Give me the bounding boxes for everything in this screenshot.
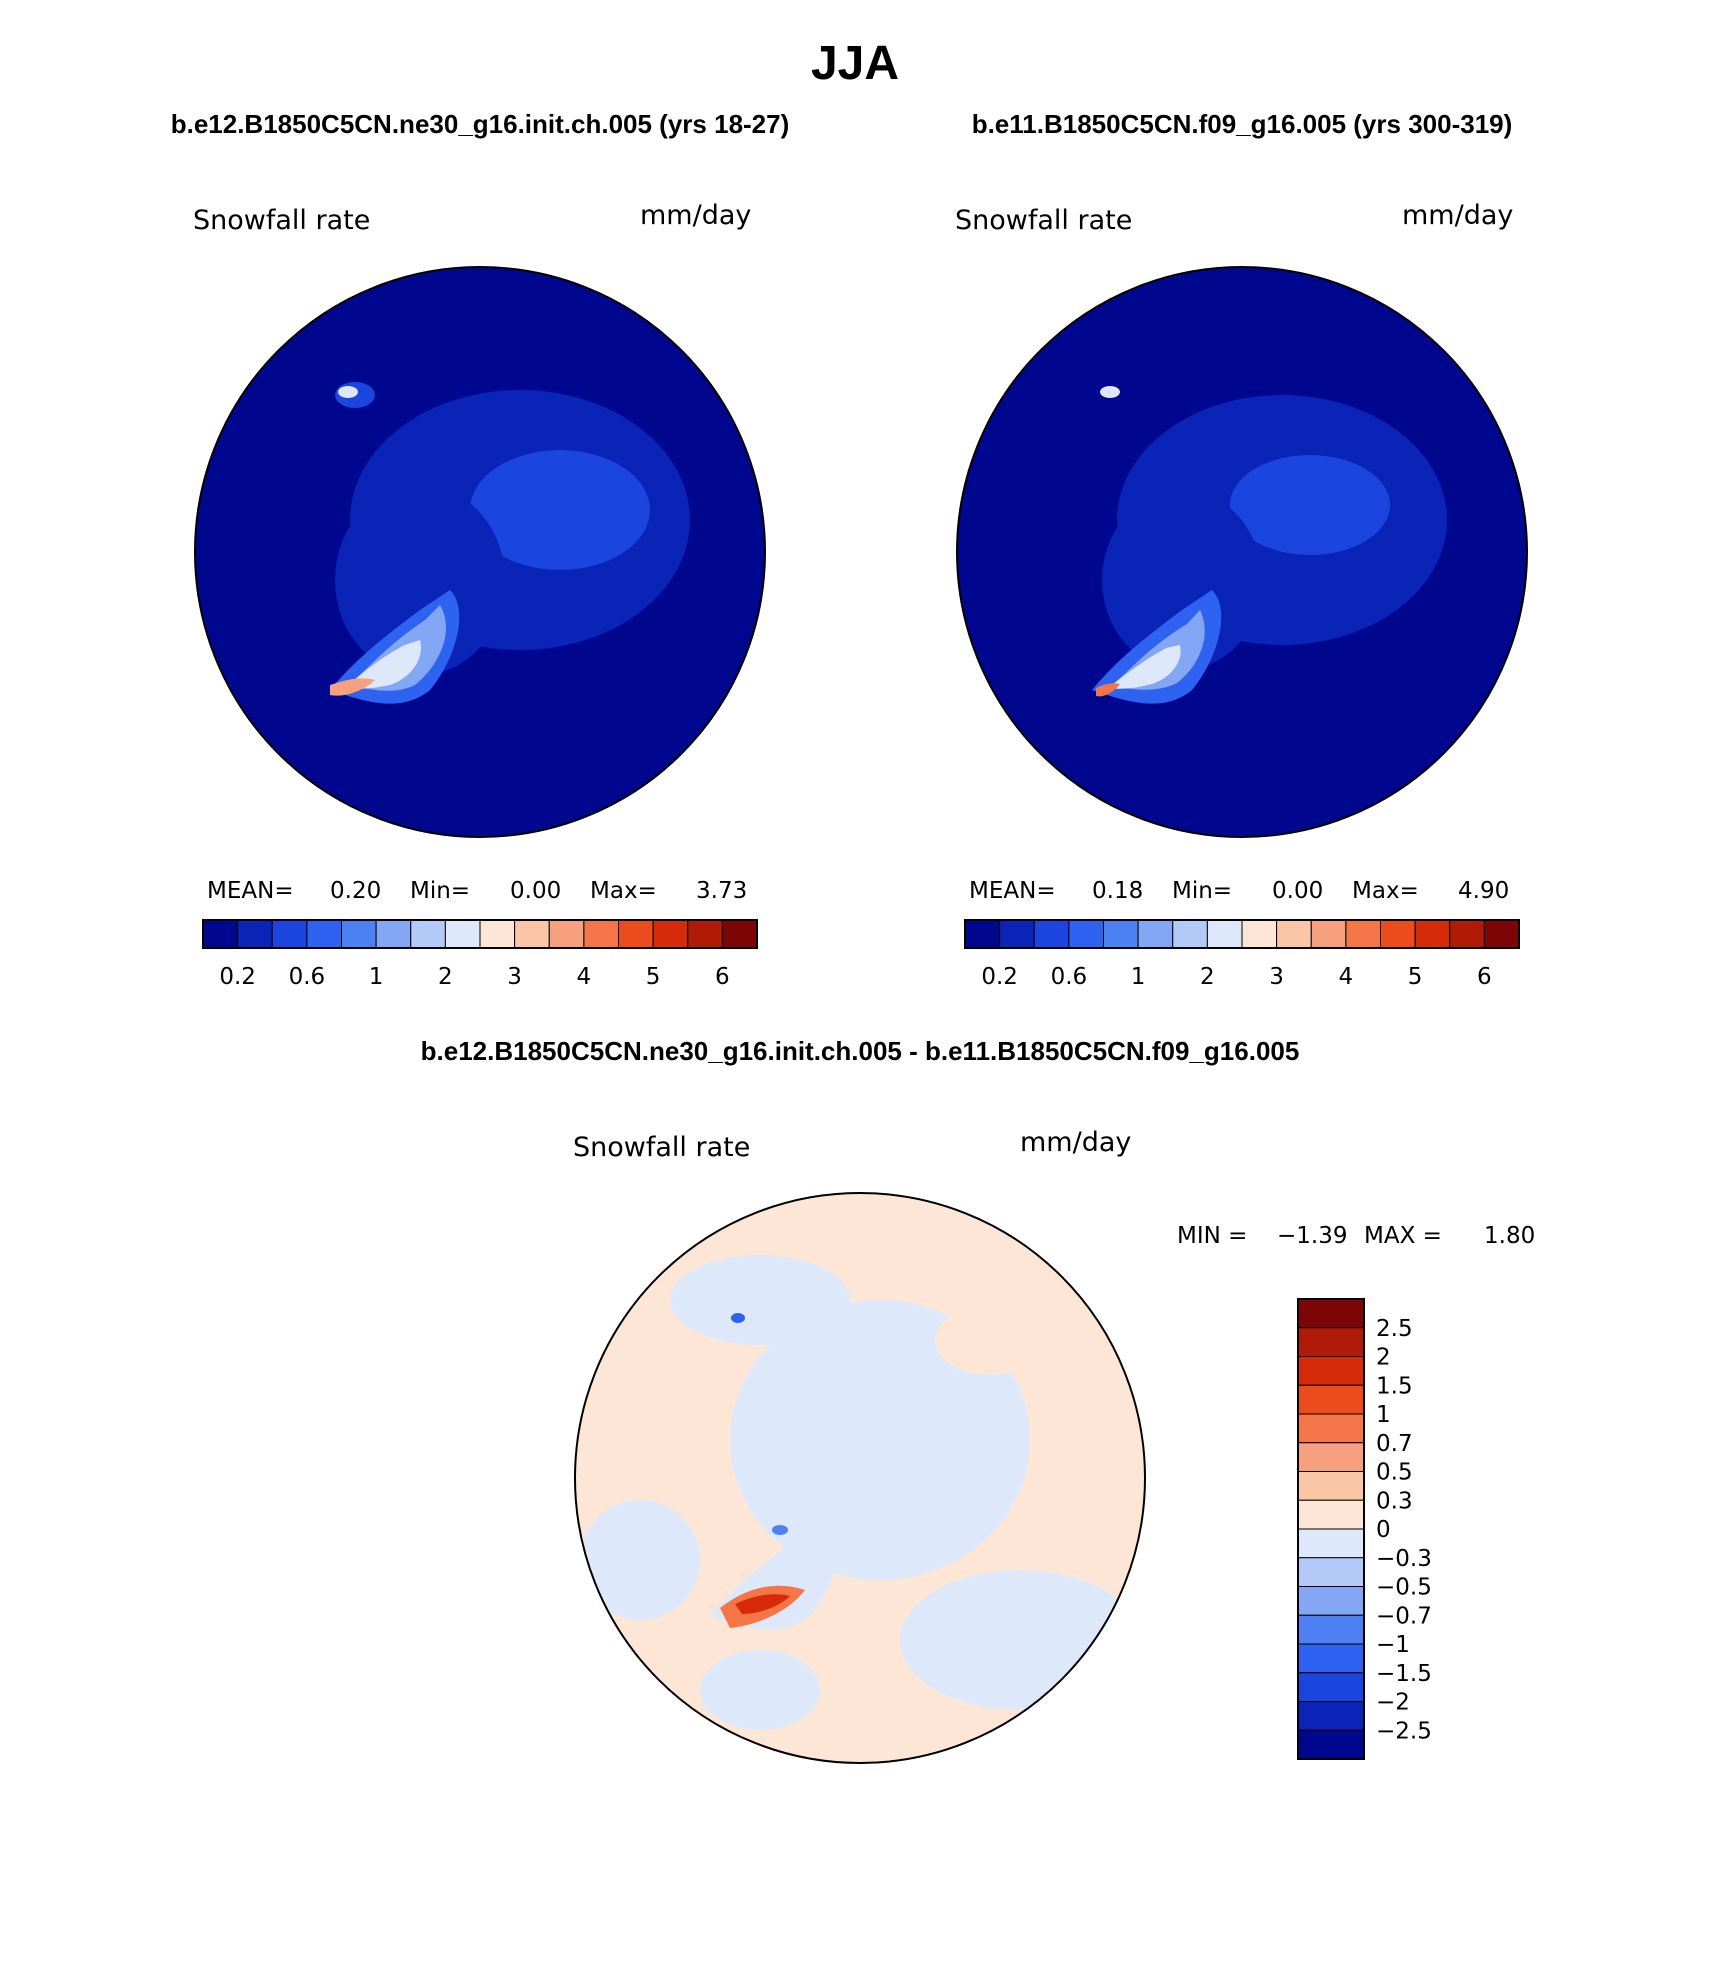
colorbar-swatch: [1415, 920, 1450, 948]
colorbar-tick-label: −2: [1376, 1689, 1410, 1716]
colorbar-tick-label: 5: [645, 964, 661, 990]
colorbar-swatch: [1298, 1500, 1364, 1529]
colorbar-swatch: [653, 920, 688, 948]
colorbar-swatch: [1207, 920, 1242, 948]
colorbar-tick-label: −0.7: [1376, 1603, 1432, 1630]
colorbar-swatch: [722, 920, 757, 948]
panel-a-variable-label: Snowfall rate: [193, 205, 371, 236]
colorbar-tick-label: −2.5: [1376, 1718, 1432, 1745]
panel-a-stats: [207, 878, 747, 904]
colorbar-tick-label: 0.2: [219, 964, 256, 990]
colorbar-tick-label: 0.5: [1376, 1459, 1413, 1486]
panel-c-stats: [1177, 1223, 1535, 1249]
colorbar-swatch: [515, 920, 550, 948]
colorbar-swatch: [1298, 1644, 1364, 1673]
colorbar-swatch: [1484, 920, 1519, 948]
panel-b-min-label: Min=: [1172, 878, 1233, 904]
colorbar-swatch: [1298, 1328, 1364, 1357]
colorbar-swatch: [272, 920, 307, 948]
colorbar-tick-label: −0.5: [1376, 1574, 1432, 1601]
colorbar-swatch: [1298, 1730, 1364, 1759]
panel-a-mean-value: 0.20: [330, 878, 382, 904]
colorbar-tick-label: −0.3: [1376, 1545, 1432, 1572]
colorbar-swatch: [1381, 920, 1416, 948]
main-title: JJA: [810, 37, 900, 90]
colorbar-swatch: [1034, 920, 1069, 948]
colorbar-swatch: [1104, 920, 1139, 948]
colorbar-swatch: [1138, 920, 1173, 948]
colorbar-swatch: [342, 920, 377, 948]
colorbar-tick-label: 4: [1338, 964, 1354, 990]
colorbar-tick-label: 3: [507, 964, 522, 990]
panel-a-mean-label: MEAN=: [207, 878, 294, 904]
colorbar-swatch: [1298, 1558, 1364, 1587]
panel-b-units-label: mm/day: [1402, 200, 1514, 231]
panel-b-mean-value: 0.18: [1092, 878, 1144, 904]
colorbar-swatch: [1298, 1443, 1364, 1472]
colorbar-tick-label: 6: [715, 964, 730, 990]
panel-a-max-label: Max=: [590, 878, 657, 904]
colorbar-tick-label: 2.5: [1376, 1315, 1413, 1342]
colorbar-swatch: [1298, 1702, 1364, 1731]
panel-b-min-value: 0.00: [1272, 878, 1324, 904]
panel-c-colorbar: [1298, 1299, 1432, 1759]
panel-a-map: [195, 267, 765, 837]
colorbar-swatch: [1277, 920, 1312, 948]
colorbar-swatch: [1173, 920, 1208, 948]
colorbar-tick-label: 1: [1376, 1402, 1391, 1428]
colorbar-tick-label: 2: [1200, 964, 1215, 990]
colorbar-tick-label: −1: [1376, 1632, 1410, 1658]
panel-c-variable-label: Snowfall rate: [573, 1132, 751, 1163]
colorbar-swatch: [688, 920, 723, 948]
colorbar-tick-label: 0.7: [1376, 1430, 1413, 1457]
colorbar-swatch: [376, 920, 411, 948]
panel-a-min-label: Min=: [410, 878, 471, 904]
panel-b-colorbar: [965, 920, 1519, 990]
panel-b-max-value: 4.90: [1458, 878, 1510, 904]
colorbar-swatch: [549, 920, 584, 948]
panel-b-variable-label: Snowfall rate: [955, 205, 1133, 236]
colorbar-tick-label: 1: [368, 964, 384, 990]
colorbar-tick-label: 0.6: [1050, 964, 1088, 990]
colorbar-swatch: [965, 920, 1000, 948]
panel-c-units-label: mm/day: [1020, 1127, 1132, 1158]
panel-a-min-value: 0.00: [510, 878, 562, 904]
colorbar-swatch: [1000, 920, 1035, 948]
colorbar-tick-label: 0.6: [288, 964, 326, 990]
colorbar-tick-label: −1.5: [1376, 1660, 1432, 1687]
panel-c-min-value: −1.39: [1277, 1223, 1348, 1249]
colorbar-tick-label: 4: [576, 964, 592, 990]
colorbar-tick-label: 2: [438, 964, 453, 990]
colorbar-swatch: [445, 920, 480, 948]
panel-c-max-label: MAX =: [1364, 1223, 1442, 1249]
colorbar-tick-label: 0.3: [1376, 1488, 1413, 1515]
panel-c-map: [575, 1193, 1145, 1763]
colorbar-swatch: [480, 920, 515, 948]
colorbar-swatch: [1298, 1385, 1364, 1414]
panel-a-max-value: 3.73: [696, 878, 748, 904]
colorbar-tick-label: 5: [1407, 964, 1423, 990]
colorbar-swatch: [203, 920, 238, 948]
panel-b-mean-label: MEAN=: [969, 878, 1056, 904]
colorbar-swatch: [1298, 1414, 1364, 1443]
colorbar-swatch: [1069, 920, 1104, 948]
colorbar-swatch: [619, 920, 654, 948]
colorbar-tick-label: 1.5: [1376, 1373, 1413, 1400]
colorbar-tick-label: 6: [1477, 964, 1492, 990]
colorbar-tick-label: 0.2: [981, 964, 1018, 990]
colorbar-swatch: [1298, 1615, 1364, 1644]
panel-a-title: b.e12.B1850C5CN.ne30_g16.init.ch.005 (yrs 18-27): [170, 109, 790, 139]
colorbar-swatch: [1242, 920, 1277, 948]
panel-c-max-value: 1.80: [1484, 1223, 1536, 1249]
colorbar-swatch: [1298, 1299, 1364, 1328]
panel-b-max-label: Max=: [1352, 878, 1419, 904]
panel-a-colorbar: [203, 920, 757, 990]
colorbar-swatch: [1450, 920, 1485, 948]
colorbar-tick-label: 2: [1376, 1344, 1391, 1371]
colorbar-swatch: [584, 920, 619, 948]
panel-b-title: b.e11.B1850C5CN.f09_g16.005 (yrs 300-319): [971, 109, 1513, 139]
colorbar-swatch: [1346, 920, 1381, 948]
colorbar-swatch: [307, 920, 342, 948]
colorbar-swatch: [1298, 1472, 1364, 1501]
colorbar-swatch: [238, 920, 273, 948]
panel-c-min-label: MIN =: [1177, 1223, 1248, 1249]
colorbar-tick-label: 3: [1269, 964, 1284, 990]
diff-title: b.e12.B1850C5CN.ne30_g16.init.ch.005 - b.e11.B1850C5CN.f09_g16.005: [420, 1036, 1300, 1066]
colorbar-swatch: [1298, 1673, 1364, 1702]
colorbar-swatch: [1298, 1357, 1364, 1386]
colorbar-tick-label: 0: [1376, 1517, 1391, 1543]
panel-b-map: [957, 267, 1527, 837]
colorbar-swatch: [411, 920, 446, 948]
colorbar-swatch: [1311, 920, 1346, 948]
colorbar-tick-label: 1: [1130, 964, 1146, 990]
panel-b-stats: [969, 878, 1509, 904]
colorbar-swatch: [1298, 1587, 1364, 1616]
panel-a-units-label: mm/day: [640, 200, 752, 231]
colorbar-swatch: [1298, 1529, 1364, 1558]
